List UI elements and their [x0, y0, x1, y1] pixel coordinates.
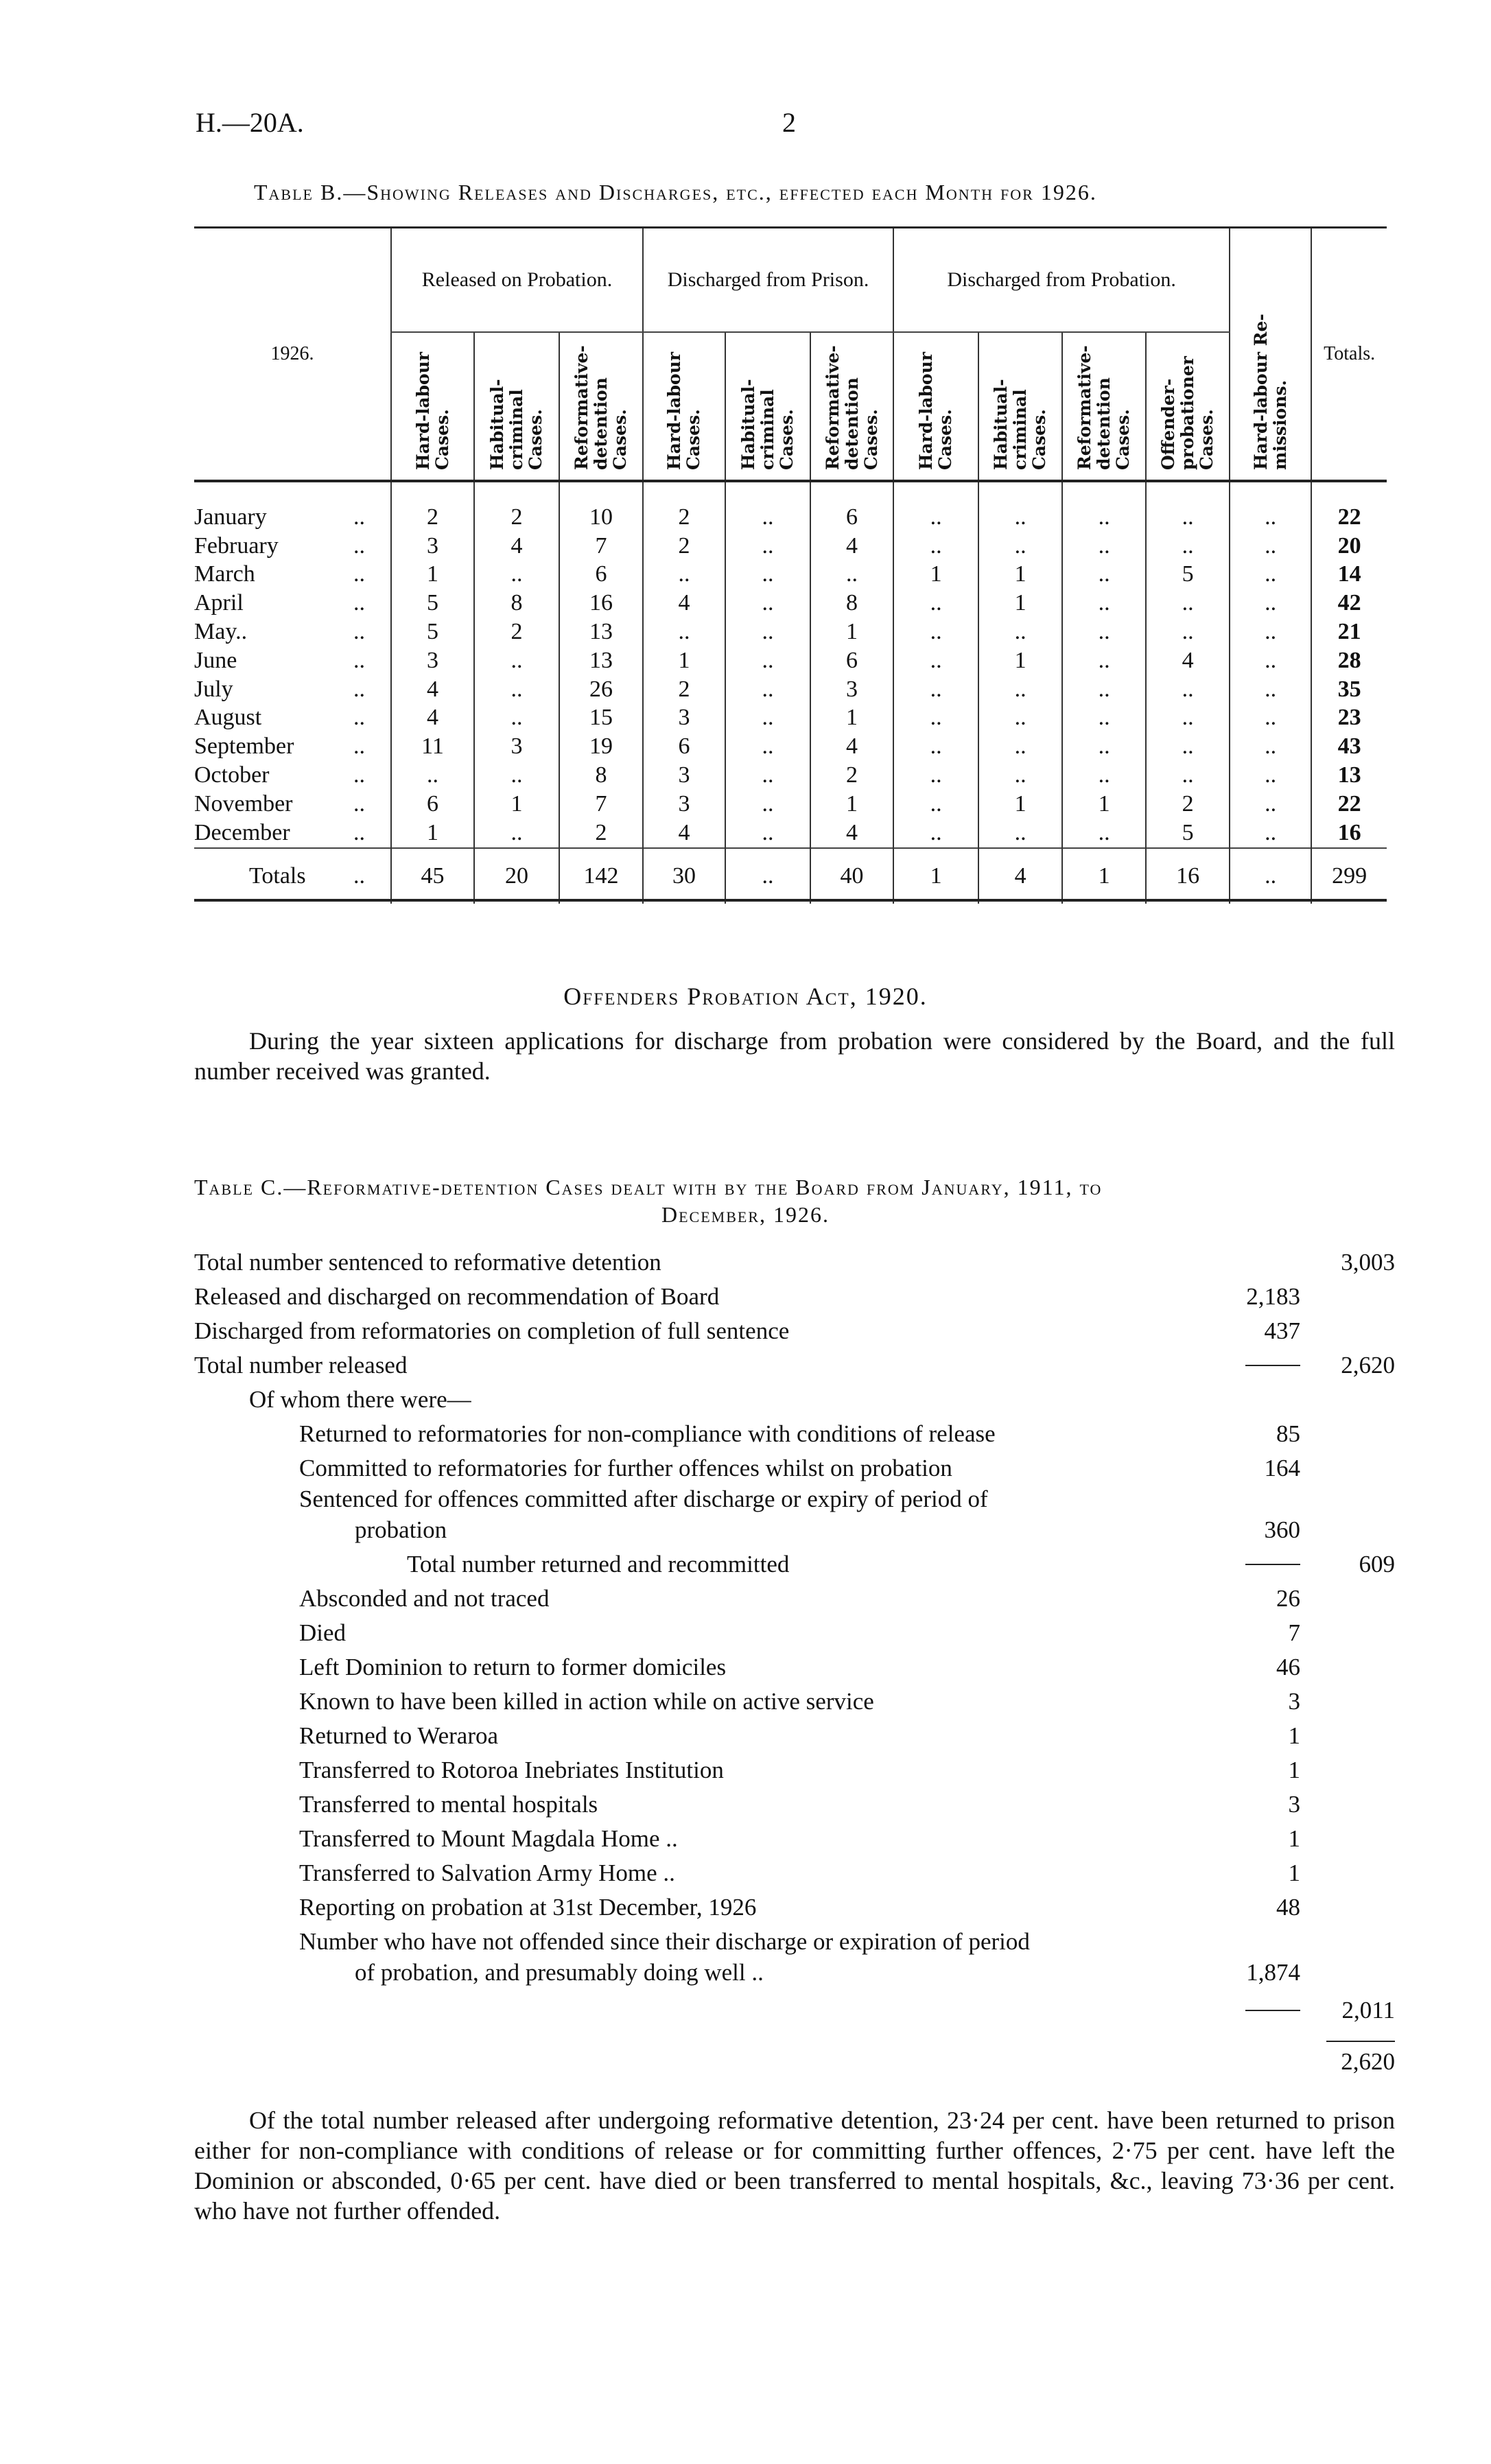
- cell: ..: [725, 618, 810, 646]
- table-row: [194, 704, 1387, 733]
- col-remissions: Hard-labour Re-missions.: [1230, 228, 1311, 482]
- cell: ..: [893, 819, 978, 848]
- row-label: Known to have been killed in action while on active service: [299, 1688, 874, 1715]
- cell: ..: [978, 704, 1062, 733]
- subtotal-value: 1: [1288, 1757, 1300, 1783]
- cell: 13: [559, 618, 643, 646]
- cell: 2: [643, 481, 725, 532]
- subtotal-value: 3: [1288, 1791, 1300, 1818]
- row-label: Total number sentenced to reformative detention: [194, 1249, 661, 1276]
- cell: 3: [643, 790, 725, 819]
- cell: ..: [893, 481, 978, 532]
- total-value: 3,003: [1341, 1249, 1395, 1276]
- cell: 1: [978, 589, 1062, 618]
- act-paragraph: During the year sixteen applications for discharge from probation were considered by the Board, and the full number received was granted.: [194, 1027, 1395, 1085]
- table-c-row: [0, 1822, 1491, 1856]
- table-row: [194, 790, 1387, 819]
- cell: ..: [893, 732, 978, 761]
- cell: ..: [1230, 704, 1311, 733]
- cell: 28: [1311, 646, 1387, 675]
- table-c-row: [0, 1245, 1491, 1280]
- cell: 2: [559, 819, 643, 848]
- cell: ..: [725, 646, 810, 675]
- document-reference: H.—20A.: [196, 107, 304, 138]
- row-label: Total number released: [194, 1352, 408, 1378]
- table-c-title: Table C.—Reformative-detention Cases dealt with by the Board from January, 1911, to: [194, 1175, 1103, 1199]
- table-row: [194, 761, 1387, 790]
- leader-dots: ..: [353, 561, 365, 587]
- subtotal-value: 1: [1288, 1825, 1300, 1852]
- group-discharged-from-probation: Discharged from Probation.: [893, 228, 1230, 333]
- cell: ..: [725, 675, 810, 704]
- page-number: 2: [782, 107, 796, 138]
- cell: 21: [1311, 618, 1387, 646]
- total-value: 609: [1359, 1551, 1395, 1577]
- cell: ..: [893, 675, 978, 704]
- total-cell: ..: [1230, 848, 1311, 904]
- leader-dots: ..: [353, 863, 365, 889]
- cell: ..: [391, 761, 474, 790]
- cell: ..: [978, 532, 1062, 561]
- cell: ..: [1230, 732, 1311, 761]
- column-header: Habitual-criminal Cases.: [474, 332, 559, 481]
- cell: 8: [559, 761, 643, 790]
- month-label: October: [194, 762, 270, 788]
- total-cell: ..: [725, 848, 810, 904]
- leader-dots: ..: [353, 819, 365, 845]
- leader-dots: ..: [353, 705, 365, 731]
- subtotal-value: 437: [1264, 1317, 1300, 1344]
- year-header: 1926.: [194, 228, 391, 482]
- column-header: Reformative-detention Cases.: [559, 332, 643, 481]
- table-c-row: [0, 1993, 1491, 2028]
- cell: 2: [391, 481, 474, 532]
- leader-dots: ..: [353, 619, 365, 645]
- cell: 15: [559, 704, 643, 733]
- table-c-row: [0, 1280, 1491, 1314]
- cell: 1: [391, 561, 474, 589]
- table-c-row: [0, 1956, 1491, 1990]
- cell: 8: [474, 589, 559, 618]
- cell: 14: [1311, 561, 1387, 589]
- cell: 16: [1311, 819, 1387, 848]
- cell: 1: [978, 646, 1062, 675]
- row-label: Reporting on probation at 31st December, 1926: [299, 1894, 757, 1921]
- cell: ..: [725, 732, 810, 761]
- cell: ..: [1230, 819, 1311, 848]
- row-label: Returned to reformatories for non-compliance with conditions of release: [299, 1420, 996, 1447]
- table-c-row: [0, 1890, 1491, 1925]
- cell: 4: [391, 704, 474, 733]
- totals-label: Totals: [249, 863, 306, 889]
- cell: ..: [474, 561, 559, 589]
- subtotal-value: 3: [1288, 1688, 1300, 1715]
- subtotal-value: 1: [1288, 1722, 1300, 1749]
- table-c-row: [0, 1348, 1491, 1383]
- row-label: Of whom there were—: [249, 1386, 471, 1413]
- row-label: probation: [355, 1516, 447, 1543]
- cell: ..: [725, 790, 810, 819]
- table-row: [194, 481, 1387, 532]
- table-c-row: [0, 1753, 1491, 1787]
- subtotal-value: 46: [1276, 1654, 1300, 1680]
- cell: ..: [1146, 675, 1230, 704]
- table-b-title: Table B.—Showing Releases and Discharges, etc., effected each Month for 1926.: [254, 180, 1097, 204]
- table-row: [194, 732, 1387, 761]
- cell: 5: [391, 618, 474, 646]
- total-cell: 30: [643, 848, 725, 904]
- total-cell: 20: [474, 848, 559, 904]
- cell: ..: [643, 561, 725, 589]
- row-label: Number who have not offended since their discharge or expiration of period: [299, 1928, 1030, 1955]
- leader-dots: ..: [353, 647, 365, 673]
- cell: ..: [474, 646, 559, 675]
- cell: 1: [474, 790, 559, 819]
- table-c-row: [0, 1314, 1491, 1348]
- cell: 2: [1146, 790, 1230, 819]
- cell: ..: [725, 589, 810, 618]
- table-c-row: [0, 1719, 1491, 1753]
- total-cell: 40: [810, 848, 893, 904]
- cell: 8: [810, 589, 893, 618]
- month-label: March: [194, 561, 255, 587]
- cell: 4: [643, 819, 725, 848]
- month-label: December: [194, 819, 290, 845]
- cell: 3: [810, 675, 893, 704]
- cell: 4: [391, 675, 474, 704]
- month-label: February: [194, 532, 279, 559]
- cell: ..: [1146, 732, 1230, 761]
- cell: 5: [391, 589, 474, 618]
- cell: ..: [1230, 589, 1311, 618]
- leader-dots: ..: [353, 734, 365, 760]
- cell: 2: [643, 532, 725, 561]
- month-label: November: [194, 790, 293, 817]
- table-c-row: [0, 1616, 1491, 1650]
- subtotal-value: 7: [1288, 1619, 1300, 1646]
- row-label: of probation, and presumably doing well ..: [355, 1959, 764, 1986]
- cell: 42: [1311, 589, 1387, 618]
- sum-rule: [1245, 1365, 1300, 1366]
- group-discharged-from-prison: Discharged from Prison.: [643, 228, 893, 333]
- table-row: [194, 589, 1387, 618]
- cell: 11: [391, 732, 474, 761]
- table-row: [194, 819, 1387, 848]
- leader-dots: ..: [353, 504, 365, 530]
- table-c-row: [0, 1582, 1491, 1616]
- cell: 16: [559, 589, 643, 618]
- cell: 3: [643, 761, 725, 790]
- table-row: [194, 532, 1387, 561]
- table-c-row: [0, 1451, 1491, 1486]
- leader-dots: ..: [353, 532, 365, 559]
- table-c-row: [0, 1547, 1491, 1582]
- cell: 2: [643, 675, 725, 704]
- column-header: Hard-labour Cases.: [893, 332, 978, 481]
- cell: ..: [725, 561, 810, 589]
- cell: ..: [1062, 481, 1146, 532]
- month-label: June: [194, 647, 237, 673]
- column-header: Reformative-detention Cases.: [1062, 332, 1146, 481]
- cell: ..: [893, 704, 978, 733]
- cell: 7: [559, 532, 643, 561]
- cell: 7: [559, 790, 643, 819]
- subtotal-value: 1,874: [1246, 1959, 1300, 1986]
- cell: ..: [978, 761, 1062, 790]
- cell: ..: [1062, 646, 1146, 675]
- cell: 1: [978, 561, 1062, 589]
- total-cell: 4: [978, 848, 1062, 904]
- leader-dots: ..: [353, 676, 365, 702]
- cell: ..: [893, 589, 978, 618]
- sum-rule: [1245, 1564, 1300, 1565]
- cell: ..: [725, 761, 810, 790]
- cell: 13: [1311, 761, 1387, 790]
- cell: ..: [474, 761, 559, 790]
- cell: ..: [1062, 589, 1146, 618]
- cell: ..: [1146, 704, 1230, 733]
- table-b-bottom-rule: [194, 899, 1387, 902]
- cell: 2: [810, 761, 893, 790]
- table-c-row: [0, 1513, 1491, 1547]
- cell: ..: [1062, 561, 1146, 589]
- cell: 4: [1146, 646, 1230, 675]
- month-label: May..: [194, 619, 248, 645]
- cell: ..: [1230, 675, 1311, 704]
- cell: 26: [559, 675, 643, 704]
- cell: ..: [643, 618, 725, 646]
- cell: 6: [643, 732, 725, 761]
- cell: ..: [474, 704, 559, 733]
- cell: ..: [978, 732, 1062, 761]
- total-value: 2,620: [1341, 1352, 1395, 1378]
- row-label: Returned to Weraroa: [299, 1722, 499, 1749]
- cell: 19: [559, 732, 643, 761]
- cell: ..: [1230, 761, 1311, 790]
- cell: ..: [725, 819, 810, 848]
- cell: 23: [1311, 704, 1387, 733]
- subtotal-value: 360: [1264, 1516, 1300, 1543]
- cell: ..: [1146, 532, 1230, 561]
- cell: 2: [474, 481, 559, 532]
- table-c-row: [0, 1856, 1491, 1890]
- table-c-row: [0, 1482, 1491, 1516]
- cell: 3: [474, 732, 559, 761]
- table-row: [194, 618, 1387, 646]
- cell: ..: [725, 481, 810, 532]
- row-label: Transferred to Salvation Army Home ..: [299, 1859, 675, 1886]
- cell: ..: [1062, 732, 1146, 761]
- cell: 1: [978, 790, 1062, 819]
- totals-row: [194, 848, 1387, 904]
- cell: 2: [474, 618, 559, 646]
- row-label: Released and discharged on recommendation of Board: [194, 1283, 720, 1310]
- cell: 5: [1146, 561, 1230, 589]
- cell: ..: [1062, 704, 1146, 733]
- total-value: 2,011: [1341, 1997, 1395, 2023]
- cell: 22: [1311, 790, 1387, 819]
- cell: 1: [643, 646, 725, 675]
- month-label: April: [194, 590, 244, 616]
- column-header: Hard-labour Cases.: [391, 332, 474, 481]
- month-label: July: [194, 676, 233, 702]
- leader-dots: ..: [353, 590, 365, 616]
- row-label: Discharged from reformatories on completion of full sentence: [194, 1317, 790, 1344]
- cell: 4: [810, 732, 893, 761]
- cell: 4: [474, 532, 559, 561]
- cell: 6: [559, 561, 643, 589]
- subtotal-value: 48: [1276, 1894, 1300, 1921]
- cell: 1: [893, 561, 978, 589]
- total-cell: 1: [893, 848, 978, 904]
- cell: ..: [893, 790, 978, 819]
- cell: ..: [810, 561, 893, 589]
- table-row: [194, 675, 1387, 704]
- sum-rule: [1326, 2041, 1395, 2042]
- cell: 13: [559, 646, 643, 675]
- cell: ..: [1062, 532, 1146, 561]
- total-cell: 142: [559, 848, 643, 904]
- cell: 4: [810, 819, 893, 848]
- row-label: Sentenced for offences committed after discharge or expiry of period of: [299, 1486, 988, 1512]
- column-header: Habitual-criminal Cases.: [978, 332, 1062, 481]
- row-label: Left Dominion to return to former domiciles: [299, 1654, 727, 1680]
- cell: 1: [810, 704, 893, 733]
- subtotal-value: 164: [1264, 1455, 1300, 1481]
- cell: 4: [810, 532, 893, 561]
- cell: ..: [1230, 532, 1311, 561]
- row-label: Committed to reformatories for further offences whilst on probation: [299, 1455, 952, 1481]
- row-label: Transferred to Rotoroa Inebriates Institution: [299, 1757, 724, 1783]
- table-c-row: [0, 1417, 1491, 1451]
- cell: 5: [1146, 819, 1230, 848]
- cell: 1: [391, 819, 474, 848]
- column-header: Offender-probationer Cases.: [1146, 332, 1230, 481]
- cell: ..: [978, 819, 1062, 848]
- month-label: August: [194, 705, 262, 731]
- row-label: Transferred to mental hospitals: [299, 1791, 598, 1818]
- table-c-row: [0, 1925, 1491, 1959]
- total-cell: 45: [391, 848, 474, 904]
- cell: 3: [391, 532, 474, 561]
- subtotal-value: 1: [1288, 1859, 1300, 1886]
- cell: 35: [1311, 675, 1387, 704]
- row-label: Absconded and not traced: [299, 1585, 550, 1612]
- cell: 6: [810, 646, 893, 675]
- table-c-row: [0, 1650, 1491, 1685]
- cell: ..: [1146, 481, 1230, 532]
- cell: ..: [725, 532, 810, 561]
- col-totals: Totals.: [1311, 228, 1387, 482]
- cell: ..: [1146, 761, 1230, 790]
- table-b: [194, 226, 1387, 904]
- cell: 1: [810, 618, 893, 646]
- cell: ..: [725, 704, 810, 733]
- cell: 10: [559, 481, 643, 532]
- subtotal-value: 26: [1276, 1585, 1300, 1612]
- total-cell: 1: [1062, 848, 1146, 904]
- table-c-title-2: December, 1926.: [661, 1202, 830, 1227]
- cell: ..: [978, 675, 1062, 704]
- month-label: January: [194, 504, 267, 530]
- cell: ..: [474, 675, 559, 704]
- cell: 6: [810, 481, 893, 532]
- cell: ..: [1062, 761, 1146, 790]
- month-label: September: [194, 734, 294, 760]
- column-header: Habitual-criminal Cases.: [725, 332, 810, 481]
- cell: 1: [1062, 790, 1146, 819]
- group-released-on-probation: Released on Probation.: [391, 228, 643, 333]
- act-heading: Offenders Probation Act, 1920.: [563, 983, 928, 1010]
- cell: ..: [893, 761, 978, 790]
- column-header: Reformative-detention Cases.: [810, 332, 893, 481]
- table-row: [194, 561, 1387, 589]
- cell: ..: [1146, 618, 1230, 646]
- subtotal-value: 2,183: [1246, 1283, 1300, 1310]
- cell: ..: [978, 481, 1062, 532]
- cell: ..: [474, 819, 559, 848]
- leader-dots: ..: [353, 790, 365, 817]
- cell: ..: [1230, 481, 1311, 532]
- subtotal-value: 85: [1276, 1420, 1300, 1447]
- cell: 6: [391, 790, 474, 819]
- column-header: Hard-labour Cases.: [643, 332, 725, 481]
- cell: ..: [1230, 646, 1311, 675]
- row-label: Total number returned and recommitted: [407, 1551, 790, 1577]
- cell: 3: [643, 704, 725, 733]
- cell: ..: [893, 646, 978, 675]
- table-c-row: [0, 1685, 1491, 1719]
- sum-rule: [1245, 2010, 1300, 2011]
- cell: ..: [1062, 618, 1146, 646]
- cell: ..: [1062, 675, 1146, 704]
- table-c-row: [0, 1787, 1491, 1822]
- table-c-row: [0, 1383, 1491, 1417]
- leader-dots: ..: [353, 762, 365, 788]
- cell: 4: [643, 589, 725, 618]
- row-label: Transferred to Mount Magdala Home ..: [299, 1825, 678, 1852]
- row-label: Died: [299, 1619, 347, 1646]
- cell: 3: [391, 646, 474, 675]
- cell: 1: [810, 790, 893, 819]
- cell: ..: [1230, 618, 1311, 646]
- cell: 22: [1311, 481, 1387, 532]
- cell: ..: [978, 618, 1062, 646]
- table-row: [194, 646, 1387, 675]
- total-cell: 16: [1146, 848, 1230, 904]
- cell: ..: [1146, 589, 1230, 618]
- total-cell: 299: [1311, 848, 1387, 904]
- table-c-row: [0, 2045, 1491, 2079]
- cell: 20: [1311, 532, 1387, 561]
- cell: ..: [1062, 819, 1146, 848]
- cell: ..: [1230, 561, 1311, 589]
- cell: ..: [893, 532, 978, 561]
- cell: 43: [1311, 732, 1387, 761]
- cell: ..: [893, 618, 978, 646]
- cell: ..: [1230, 790, 1311, 819]
- total-value: 2,620: [1341, 2048, 1395, 2075]
- summary-paragraph: Of the total number released after undergoing reformative detention, 23·24 per cent. have been returned to prison either for non-compliance with conditions of release or for committing further offences, 2·75 per cent. have left the Dominion or absconded, 0·65 per cent. have died or been transferred to mental hospitals, &c., leaving 73·36 per cent. who have not further offended.: [194, 2107, 1395, 2225]
